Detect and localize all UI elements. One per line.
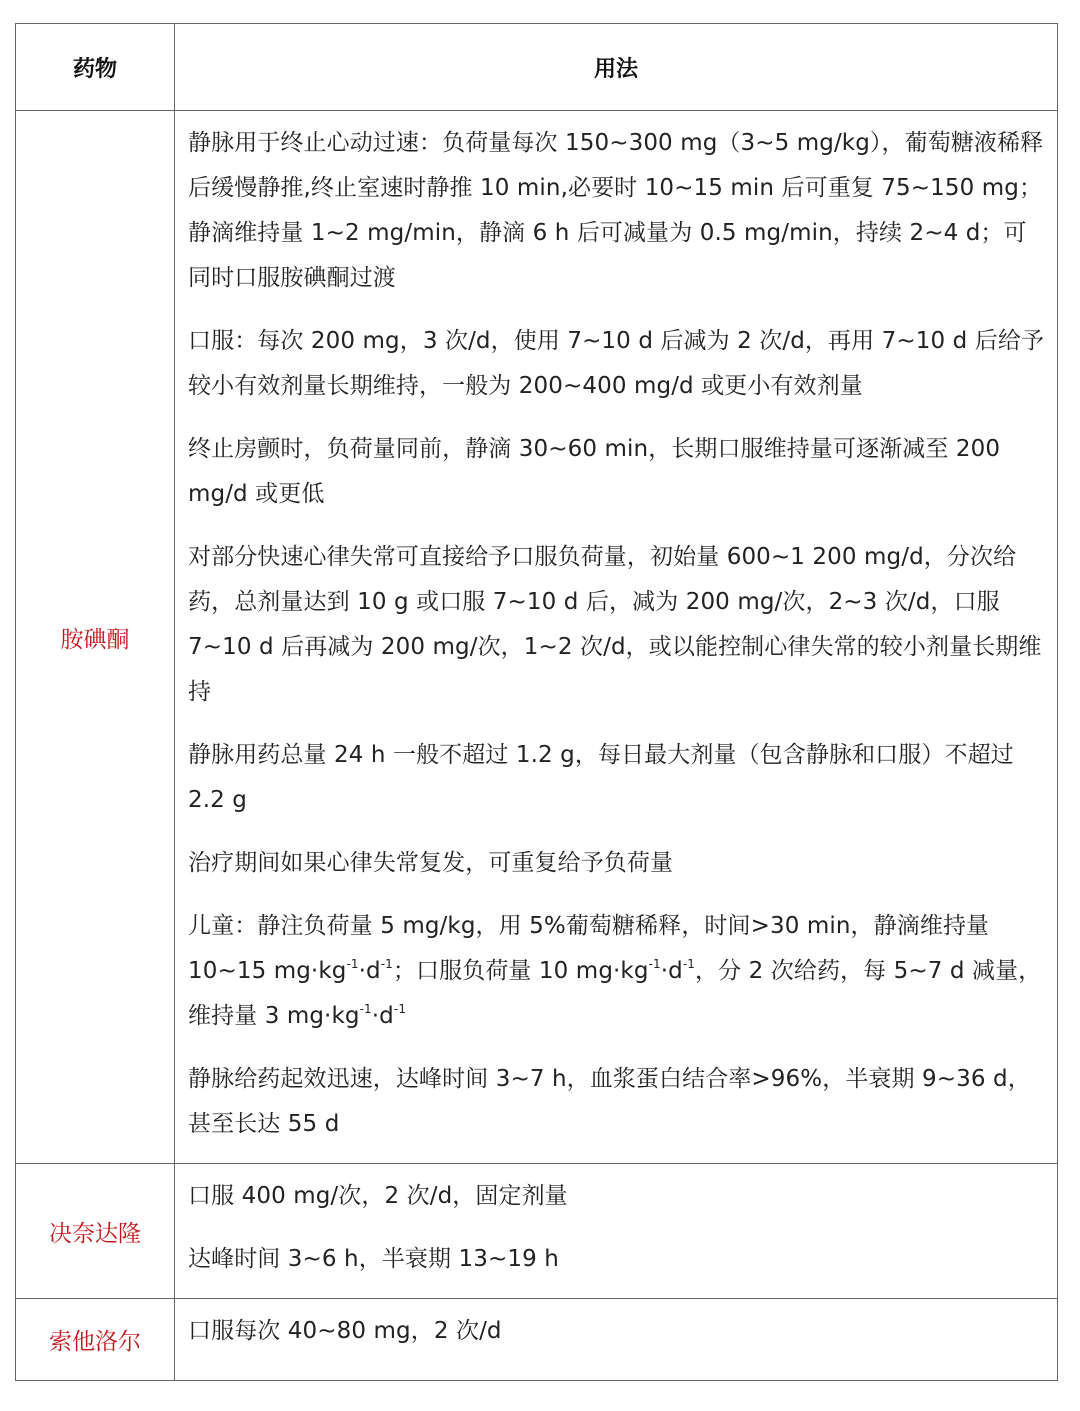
usage-paragraph: 口服每次 40~80 mg，2 次/d [188, 1318, 502, 1344]
pediatric-text: 儿童：静注负荷量 5 mg/kg，用 5%葡萄糖稀释，时间>30 min，静滴维持量 10~15 mg·kg [188, 913, 990, 984]
header-drug: 药物 [16, 24, 175, 111]
usage-paragraph: 治疗期间如果心律失常复发，可重复给予负荷量 [188, 850, 674, 876]
pediatric-text: ；口服负荷量 10 mg·kg [392, 958, 649, 984]
superscript: -1 [393, 1002, 407, 1016]
table-header-row [16, 24, 1058, 111]
superscript: -1 [648, 957, 661, 971]
pediatric-text: ·d [660, 958, 683, 984]
table-row-dronedarone [16, 1164, 1058, 1299]
superscript: -1 [380, 957, 393, 971]
dosage-table-container [15, 23, 1057, 1381]
superscript: -1 [359, 1002, 372, 1016]
usage-cell-dronedarone [175, 1164, 1058, 1299]
usage-paragraph-pharmacokinetics: 静脉给药起效迅速，达峰时间 3~7 h，血浆蛋白结合率>96%，半衰期 9~36 d，甚至长达 55 d [188, 1066, 1031, 1137]
usage-paragraph: 达峰时间 3~6 h，半衰期 13~19 h [188, 1246, 559, 1272]
usage-paragraph: 口服：每次 200 mg，3 次/d，使用 7~10 d 后减为 2 次/d，再用 7~10 d 后给予较小有效剂量长期维持，一般为 200~400 mg/d 或更小有效剂量 [188, 328, 1045, 399]
drug-name-dronedarone: 决奈达隆 [16, 1164, 175, 1299]
superscript: -1 [682, 957, 696, 971]
usage-paragraph-pediatric [188, 904, 1045, 1039]
pediatric-text: ·d [371, 1003, 394, 1029]
usage-paragraph: 口服 400 mg/次，2 次/d，固定剂量 [188, 1183, 568, 1209]
usage-paragraph: 对部分快速心律失常可直接给予口服负荷量，初始量 600~1 200 mg/d，分次给药，总剂量达到 10 g 或口服 7~10 d 后，减为 200 mg/次，2~3 次/d，口服 7~10 d 后再减为 200 mg/次，1~2 次/d，或以能控制心律失常的较小剂量长期维持 [188, 544, 1042, 705]
usage-cell-amiodarone [175, 111, 1058, 1164]
pediatric-text: ·d [358, 958, 381, 984]
usage-paragraph: 静脉用药总量 24 h 一般不超过 1.2 g，每日最大剂量（包含静脉和口服）不超过 2.2 g [188, 742, 1014, 813]
header-usage: 用法 [175, 24, 1058, 111]
drug-name-sotalol: 索他洛尔 [16, 1299, 175, 1381]
pediatric-text: ，分 2 次给药，每 5~7 d 减量，维持量 3 mg·kg [188, 958, 1042, 1029]
usage-paragraph: 终止房颤时，负荷量同前，静滴 30~60 min，长期口服维持量可逐渐减至 200 mg/d 或更低 [188, 436, 1001, 507]
usage-paragraph: 静脉用于终止心动过速：负荷量每次 150~300 mg（3~5 mg/kg），葡萄糖液稀释后缓慢静推,终止室速时静推 10 min,必要时 10~15 min 后可重复 75~150 mg；静滴维持量 1~2 mg/min，静滴 6 h 后可减量为 0.5 mg/min，持续 2~4 d；可同时口服胺碘酮过渡 [188, 130, 1044, 291]
table-row-sotalol [16, 1299, 1058, 1381]
usage-cell-sotalol [175, 1299, 1058, 1381]
superscript: -1 [346, 957, 359, 971]
table-row-amiodarone [16, 111, 1058, 1164]
drug-name-amiodarone: 胺碘酮 [16, 111, 175, 1164]
dosage-table [15, 23, 1058, 1381]
